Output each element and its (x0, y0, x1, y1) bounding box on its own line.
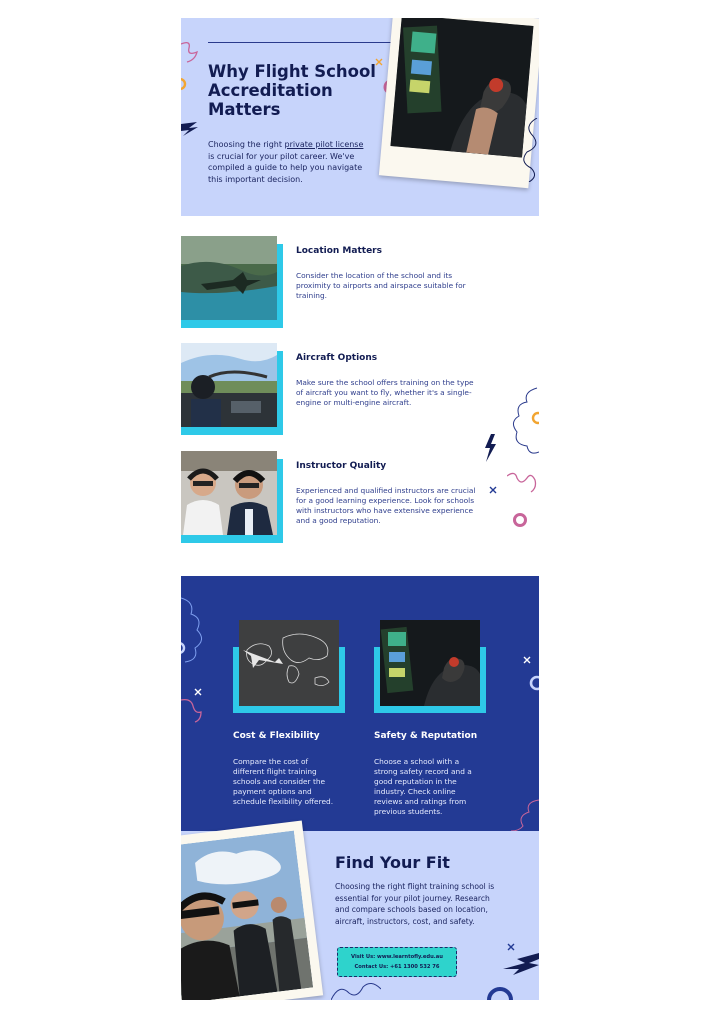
cockpit-joystick-photo (380, 620, 480, 706)
cockpit-polaroid-photo (379, 18, 539, 188)
cards-section (181, 576, 539, 831)
squiggle-decoration-icon (181, 40, 199, 64)
hero-desc-text-end: is crucial for your pilot career. We've compiled a guide to help you navigate this important decision. (208, 151, 363, 184)
lightning-bolt-icon (181, 122, 199, 136)
squiggle-decoration-icon (509, 798, 539, 831)
hero-title: Why Flight School Accreditation Matters (208, 62, 376, 119)
ring-decoration-icon (181, 640, 189, 656)
find-your-fit-section (181, 831, 539, 1000)
factor-description: Experienced and qualified instructors are crucial for a good learning experience. Look for schools with instructors who have extensive experience and a good reputation. (296, 486, 476, 525)
infographic (181, 18, 539, 1000)
instructor-image-frame (181, 451, 283, 543)
cross-decoration-icon (375, 58, 383, 66)
contact-box[interactable] (337, 947, 457, 977)
ring-decoration-icon (485, 984, 515, 1000)
hero-section (181, 18, 539, 216)
ring-decoration-icon (511, 511, 529, 529)
find-your-fit-title: Find Your Fit (335, 853, 450, 872)
factor-title: Aircraft Options (296, 353, 378, 363)
phone-number[interactable]: Contact Us: +61 1300 532 76 (354, 964, 440, 970)
card-description: Choose a school with a strong safety record and a good reputation in the industry. Check online reviews and ratings from previous students. (374, 757, 472, 816)
factor-title: Location Matters (296, 246, 382, 256)
cockpit-view-photo (181, 343, 277, 427)
squiggle-decoration-icon (519, 118, 539, 182)
card-title: Cost & Flexibility (233, 731, 320, 741)
card-description: Compare the cost of different flight training schools and consider the payment options and schedule flexibility offered. (233, 757, 334, 806)
website-link[interactable]: Visit Us: www.learntofly.edu.au (351, 954, 443, 960)
hero-description (208, 139, 368, 185)
cost-image-frame (233, 647, 345, 713)
plane-shadow-photo (181, 236, 277, 320)
pilots-selfie-photo (181, 831, 313, 1000)
factor-description: Consider the location of the school and its proximity to airports and airspace suitable for training. (296, 271, 466, 300)
lightning-bolt-icon (483, 434, 497, 462)
squiggle-decoration-icon (181, 596, 211, 672)
squiggle-decoration-icon (181, 696, 203, 724)
cross-decoration-icon (194, 688, 202, 696)
cross-decoration-icon (489, 486, 497, 494)
cross-decoration-icon (523, 656, 531, 664)
safety-image-frame (374, 647, 486, 713)
hero-desc-text: Choosing the right (208, 140, 285, 149)
find-your-fit-description: Choosing the right flight training school is essential for your pilot journey. Research and compare schools based on location, aircraft, instructors, cost, and safety. (335, 882, 495, 926)
card-title: Safety & Reputation (374, 731, 478, 741)
squiggle-decoration-icon (507, 470, 539, 496)
hero-divider (208, 42, 398, 43)
factor-description: Make sure the school offers training on the type of aircraft you want to fly, whether it's a single-engine or multi-engine aircraft. (296, 378, 474, 407)
selfie-polaroid-photo (181, 821, 323, 1000)
cross-decoration-icon (507, 943, 515, 951)
ring-decoration-icon (527, 674, 539, 692)
location-image-frame (181, 236, 283, 328)
chalkboard-map-photo (239, 620, 339, 706)
factor-title: Instructor Quality (296, 461, 387, 471)
private-pilot-license-link[interactable]: private pilot license (284, 140, 364, 149)
instructors-selfie-photo (181, 451, 277, 535)
squiggle-decoration-icon (331, 979, 381, 1000)
ring-decoration-icon (529, 410, 539, 426)
aircraft-image-frame (181, 343, 283, 435)
ring-decoration-icon (181, 76, 189, 92)
lightning-bolt-icon (503, 953, 539, 975)
cockpit-joystick-photo (390, 18, 533, 158)
